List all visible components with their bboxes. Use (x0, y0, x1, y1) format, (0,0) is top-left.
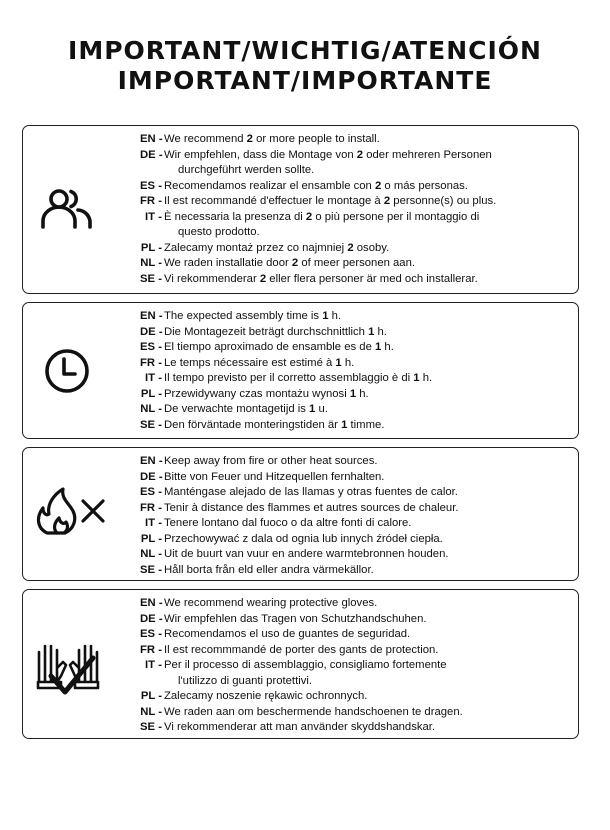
text-line: NL - De verwachte montagetijd is 1 u. (140, 403, 328, 415)
text-line: PL - Zalecamy noszenie rękawic ochronnych. (140, 690, 368, 702)
text-line: FR - Le temps nécessaire est estimé à 1 h. (140, 356, 355, 369)
text-line: SE - Håll borta från eld eller andra värmekällor. (140, 563, 374, 576)
section-people (22, 125, 579, 294)
section-fire-text (140, 454, 570, 578)
text-line: DE - Wir empfehlen, dass die Montage von 2 oder mehreren Personen (140, 148, 492, 161)
clock-icon (37, 341, 97, 401)
text-line: DE - Bitte von Feuer und Hitzequellen fernhalten. (140, 470, 385, 483)
text-line: ES - El tiempo aproximado de ensamble es de 1 h. (140, 341, 394, 353)
text-line: FR - Il est recommandé d'effectuer le montage à 2 personne(s) ou plus. (140, 195, 497, 207)
text-line: IT - Per il processo di assemblaggio, consigliamo fortemente (145, 659, 447, 671)
text-line: EN - The expected assembly time is 1 h. (140, 310, 342, 322)
section-fire (22, 447, 579, 581)
section-gloves-text (140, 596, 570, 736)
text-line: IT - Il tempo previsto per il corretto assemblaggio è di 1 h. (145, 372, 433, 384)
section-people-text (140, 132, 570, 287)
text-line: l'utilizzo di guanti protettivi. (178, 674, 313, 687)
text-line: ES - Recomendamos el uso de guantes de seguridad. (140, 628, 411, 640)
two-people-icon (37, 179, 97, 239)
text-line: IT - Tenere lontano dal fuoco o da altre fonti di calore. (145, 517, 412, 529)
text-line: EN - Keep away from fire or other heat sources. (140, 455, 378, 467)
protective-gloves-icon (33, 638, 115, 700)
text-line: NL - Uit de buurt van vuur en andere warmtebronnen houden. (140, 548, 449, 560)
text-line: NL - We raden aan om beschermende handschoenen te dragen. (140, 705, 463, 718)
text-line: NL - We raden installatie door 2 of meer personen aan. (140, 257, 416, 269)
section-time (22, 302, 579, 439)
text-line: ES - Recomendamos realizar el ensamble con 2 o más personas. (140, 179, 468, 192)
text-line: EN - We recommend wearing protective gloves. (140, 597, 378, 609)
text-line: PL - Zalecamy montaż przez co najmniej 2 osoby. (140, 241, 390, 254)
text-line: FR - Tenir à distance des flammes et autres sources de chaleur. (140, 501, 459, 514)
text-line: DE - Wir empfehlen das Tragen von Schutzhandschuhen. (140, 612, 427, 625)
text-line: IT - È necessaria la presenza di 2 o più persone per il montaggio di (145, 210, 480, 223)
text-line: SE - Vi rekommenderar att man använder skyddshandskar. (140, 721, 436, 733)
text-line: durchgeführt werden sollte. (178, 164, 315, 176)
section-gloves (22, 589, 579, 739)
title-line-1: IMPORTANT/WICHTIG/ATENCIÓN (68, 36, 542, 65)
page-title (0, 36, 610, 96)
text-line: EN - We recommend 2 or more people to install. (140, 133, 380, 145)
text-line: FR - Il est recommmandé de porter des gants de protection. (140, 643, 439, 656)
title-line-2: IMPORTANT/IMPORTANTE (117, 66, 493, 95)
text-line: PL - Przewidywany czas montażu wynosi 1 h. (140, 387, 369, 400)
no-fire-icon (33, 481, 113, 541)
text-line: SE - Vi rekommenderar 2 eller flera personer är med och installerar. (140, 272, 478, 285)
text-line: questo prodotto. (178, 226, 260, 238)
text-line: ES - Manténgase alejado de las llamas y otras fuentes de calor. (140, 486, 458, 498)
text-line: SE - Den förväntade monteringstiden är 1 timme. (140, 418, 385, 431)
text-line: DE - Die Montagezeit beträgt durchschnittlich 1 h. (140, 325, 387, 338)
text-line: PL - Przechowywać z dala od ognia lub innych źródeł ciepła. (140, 532, 443, 545)
section-time-text (140, 309, 570, 433)
